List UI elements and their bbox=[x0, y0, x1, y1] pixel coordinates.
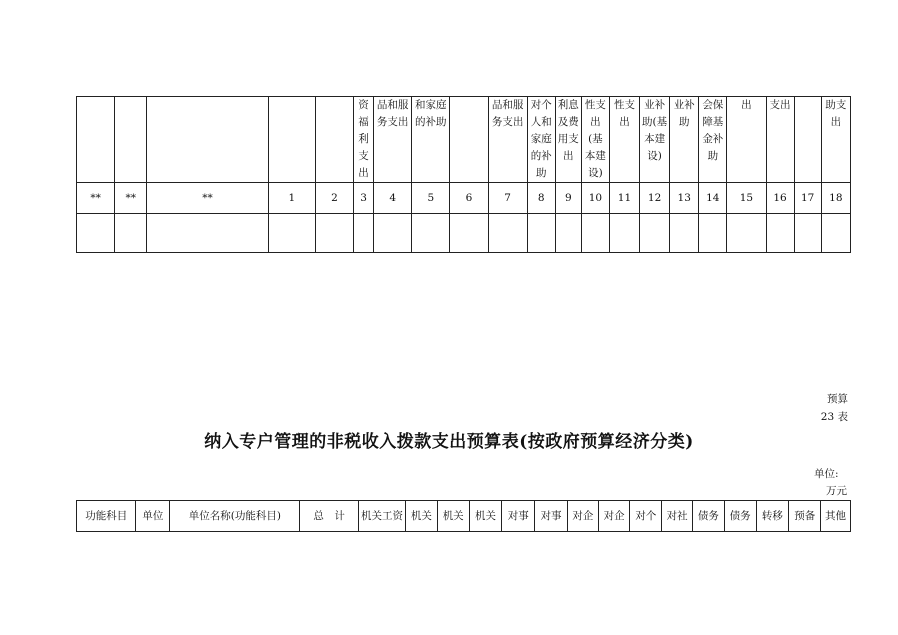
number-cell: 18 bbox=[821, 183, 850, 214]
number-cell: 14 bbox=[699, 183, 727, 214]
number-cell: 7 bbox=[488, 183, 527, 214]
header-cell bbox=[315, 97, 353, 183]
number-cell: 16 bbox=[766, 183, 794, 214]
column-header: 单位名称(功能科目) bbox=[170, 501, 300, 532]
top-header-row bbox=[77, 97, 851, 183]
table-cell[interactable] bbox=[766, 214, 794, 253]
unit-value: 万元 bbox=[826, 485, 847, 497]
number-cell: 2 bbox=[315, 183, 353, 214]
table-cell[interactable] bbox=[581, 214, 609, 253]
header-label: 资福利支出 bbox=[358, 99, 369, 179]
table-cell[interactable] bbox=[609, 214, 639, 253]
number-cell: ** bbox=[147, 183, 268, 214]
column-header: 功能科目 bbox=[77, 501, 136, 532]
header-cell bbox=[488, 97, 527, 183]
header-label: 品和服务支出 bbox=[491, 99, 524, 128]
header-cell bbox=[268, 97, 315, 183]
number-cell: 6 bbox=[450, 183, 488, 214]
bottom-budget-table bbox=[76, 500, 851, 532]
number-cell: 17 bbox=[794, 183, 821, 214]
header-cell bbox=[115, 97, 147, 183]
table-cell[interactable] bbox=[147, 214, 268, 253]
table-number: 23 表 bbox=[820, 411, 848, 423]
column-header: 对事 bbox=[535, 501, 568, 532]
header-cell bbox=[354, 97, 374, 183]
table-cell[interactable] bbox=[374, 214, 412, 253]
number-cell: 5 bbox=[412, 183, 450, 214]
table-cell[interactable] bbox=[412, 214, 450, 253]
header-label: 业补助(基本建设) bbox=[642, 99, 668, 162]
header-cell bbox=[147, 97, 268, 183]
number-cell: 8 bbox=[527, 183, 555, 214]
column-header: 债务 bbox=[693, 501, 725, 532]
table-cell[interactable] bbox=[821, 214, 850, 253]
header-cell bbox=[374, 97, 412, 183]
column-header: 对企 bbox=[598, 501, 630, 532]
page-title: 纳入专户管理的非税收入拨款支出预算表(按政府预算经济分类) bbox=[204, 432, 694, 452]
column-header: 机关 bbox=[406, 501, 438, 532]
top-number-row bbox=[77, 183, 851, 214]
header-cell bbox=[670, 97, 699, 183]
number-cell: 13 bbox=[670, 183, 699, 214]
table-cell[interactable] bbox=[527, 214, 555, 253]
table-cell[interactable] bbox=[555, 214, 581, 253]
column-header: 单位 bbox=[136, 501, 170, 532]
header-label: 性支出(基本建设) bbox=[584, 99, 606, 179]
table-cell[interactable] bbox=[115, 214, 147, 253]
number-cell: 1 bbox=[268, 183, 315, 214]
number-cell: 3 bbox=[354, 183, 374, 214]
number-cell: 12 bbox=[640, 183, 670, 214]
header-cell bbox=[727, 97, 766, 183]
header-label: 利息及费用支出 bbox=[557, 99, 579, 162]
header-cell bbox=[581, 97, 609, 183]
column-header: 对社 bbox=[662, 501, 693, 532]
header-cell bbox=[412, 97, 450, 183]
column-header: 机关 bbox=[437, 501, 469, 532]
header-cell bbox=[77, 97, 115, 183]
number-cell: ** bbox=[77, 183, 115, 214]
column-header: 总 计 bbox=[300, 501, 358, 532]
number-cell: 9 bbox=[555, 183, 581, 214]
number-cell: 10 bbox=[581, 183, 609, 214]
column-header: 预备 bbox=[789, 501, 821, 532]
header-cell bbox=[766, 97, 794, 183]
header-label: 品和服务支出 bbox=[376, 99, 409, 128]
header-label: 助支出 bbox=[825, 99, 847, 128]
table-cell[interactable] bbox=[268, 214, 315, 253]
header-cell bbox=[527, 97, 555, 183]
header-cell bbox=[821, 97, 850, 183]
number-cell: 11 bbox=[609, 183, 639, 214]
table-cell[interactable] bbox=[450, 214, 488, 253]
table-cell[interactable] bbox=[488, 214, 527, 253]
header-cell bbox=[640, 97, 670, 183]
number-cell: ** bbox=[115, 183, 147, 214]
column-header: 其他 bbox=[821, 501, 851, 532]
table-cell[interactable] bbox=[640, 214, 670, 253]
column-header: 债务 bbox=[724, 501, 756, 532]
header-label: 和家庭的补助 bbox=[415, 99, 447, 128]
header-label: 出 bbox=[741, 99, 752, 111]
table-cell[interactable] bbox=[727, 214, 766, 253]
table-cell[interactable] bbox=[77, 214, 115, 253]
table-cell[interactable] bbox=[354, 214, 374, 253]
table-cell[interactable] bbox=[699, 214, 727, 253]
table-cell[interactable] bbox=[794, 214, 821, 253]
number-cell: 4 bbox=[374, 183, 412, 214]
header-cell bbox=[555, 97, 581, 183]
column-header: 对企 bbox=[567, 501, 598, 532]
header-label: 业补助 bbox=[673, 99, 695, 128]
table-cell[interactable] bbox=[670, 214, 699, 253]
bottom-header-row bbox=[77, 501, 851, 532]
header-cell bbox=[450, 97, 488, 183]
table-cell[interactable] bbox=[315, 214, 353, 253]
header-label: 会保障基金补助 bbox=[702, 99, 724, 162]
header-label: 对个人和家庭的补助 bbox=[530, 99, 552, 179]
column-header: 机关工资 bbox=[358, 501, 405, 532]
budget-label: 预算 bbox=[827, 393, 848, 405]
top-budget-table bbox=[76, 96, 851, 253]
header-cell bbox=[609, 97, 639, 183]
column-header: 机关 bbox=[469, 501, 502, 532]
header-label: 支出 bbox=[769, 99, 791, 111]
column-header: 对事 bbox=[502, 501, 535, 532]
column-header: 对个 bbox=[630, 501, 662, 532]
header-cell bbox=[699, 97, 727, 183]
number-cell: 15 bbox=[727, 183, 766, 214]
header-label: 性支出 bbox=[613, 99, 635, 128]
header-cell bbox=[794, 97, 821, 183]
column-header: 转移 bbox=[756, 501, 789, 532]
top-blank-row bbox=[77, 214, 851, 253]
unit-label: 单位: bbox=[814, 468, 839, 480]
